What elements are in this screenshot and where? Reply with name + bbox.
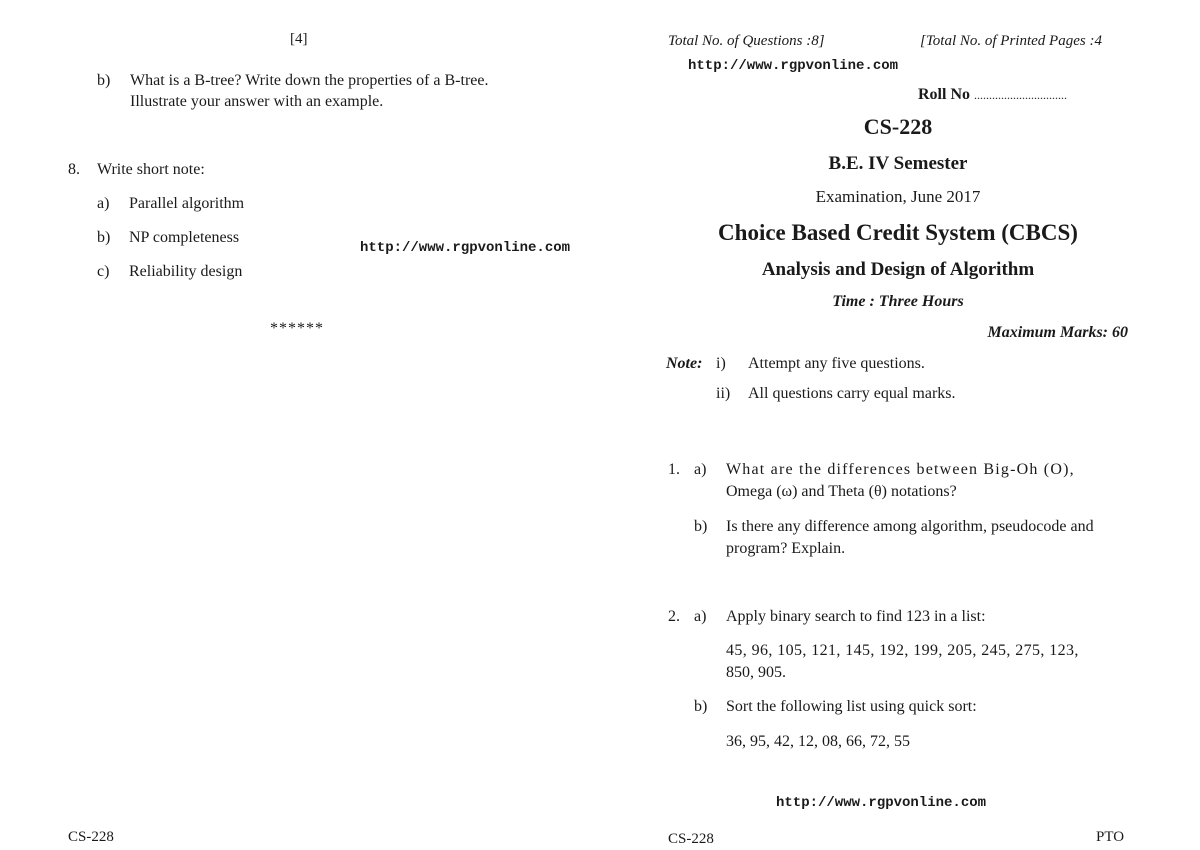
time-allowed: Time : Three Hours: [832, 293, 964, 310]
q2a-list-line1: 45, 96, 105, 121, 145, 192, 199, 205, 245, 275, 123,: [726, 642, 1079, 659]
q2b-list: 36, 95, 42, 12, 08, 66, 72, 55: [726, 733, 910, 750]
q1a-line2: Omega (ω) and Theta (θ) notations?: [726, 483, 957, 500]
roll-no-dots: ...............................: [974, 88, 1067, 102]
q2b-text: Sort the following list using quick sort:: [726, 698, 977, 715]
q2a-label: a): [694, 608, 707, 625]
q2a-text: Apply binary search to find 123 in a list:: [726, 608, 986, 625]
q2-number: 2.: [668, 608, 680, 625]
semester: B.E. IV Semester: [828, 153, 968, 174]
q8c-text: Reliability design: [129, 263, 243, 280]
q8a-text: Parallel algorithm: [129, 195, 245, 212]
note-label: Note:: [666, 355, 703, 372]
q8-number: 8.: [68, 161, 80, 178]
total-questions: Total No. of Questions :8]: [668, 33, 825, 49]
q8-text: Write short note:: [97, 161, 205, 178]
credit-system: Choice Based Credit System (CBCS): [718, 220, 1078, 245]
pto-marker: PTO: [1096, 829, 1125, 845]
q8c-label: c): [97, 263, 110, 280]
maximum-marks: Maximum Marks: 60: [987, 324, 1128, 341]
roll-no: [918, 84, 1067, 106]
q1b-line1: Is there any difference among algorithm, pseudocode and: [726, 518, 1094, 535]
q1b-label: b): [694, 518, 708, 535]
paper-code: CS-228: [863, 114, 933, 139]
q1a-label: a): [694, 461, 707, 478]
subject-title: Analysis and Design of Algorithm: [761, 259, 1035, 280]
q1b-line2: program? Explain.: [726, 540, 846, 557]
note-ii-text: All questions carry equal marks.: [748, 385, 956, 402]
roll-no-label: Roll No: [918, 86, 970, 103]
q8b-label: b): [97, 229, 111, 246]
examination: Examination, June 2017: [815, 187, 981, 206]
q1a-line1: What are the differences between Big-Oh (O),: [726, 461, 1075, 478]
total-pages: [Total No. of Printed Pages :4: [920, 33, 1102, 49]
q1-number: 1.: [668, 461, 680, 478]
note-i-label: i): [716, 355, 726, 372]
top-url-link[interactable]: http://www.rgpvonline.com: [688, 58, 899, 74]
q8a-label: a): [97, 195, 110, 212]
q2a-list-line2: 850, 905.: [726, 664, 786, 681]
page-number: [4]: [290, 31, 308, 47]
note-ii-label: ii): [716, 385, 731, 402]
q8b-text: NP completeness: [129, 229, 240, 246]
note-i-text: Attempt any five questions.: [748, 355, 925, 372]
watermark-url-link[interactable]: http://www.rgpvonline.com: [360, 240, 571, 256]
q7b-label: b): [97, 72, 111, 89]
q2b-label: b): [694, 698, 708, 715]
left-footer-code: CS-228: [68, 829, 114, 845]
q7b-line1: What is a B-tree? Write down the properties of a B-tree.: [130, 72, 489, 89]
right-footer-code: CS-228: [668, 831, 714, 847]
bottom-url-link[interactable]: http://www.rgpvonline.com: [776, 795, 987, 811]
q7b-line2: Illustrate your answer with an example.: [130, 93, 384, 110]
end-stars: ******: [270, 320, 324, 337]
